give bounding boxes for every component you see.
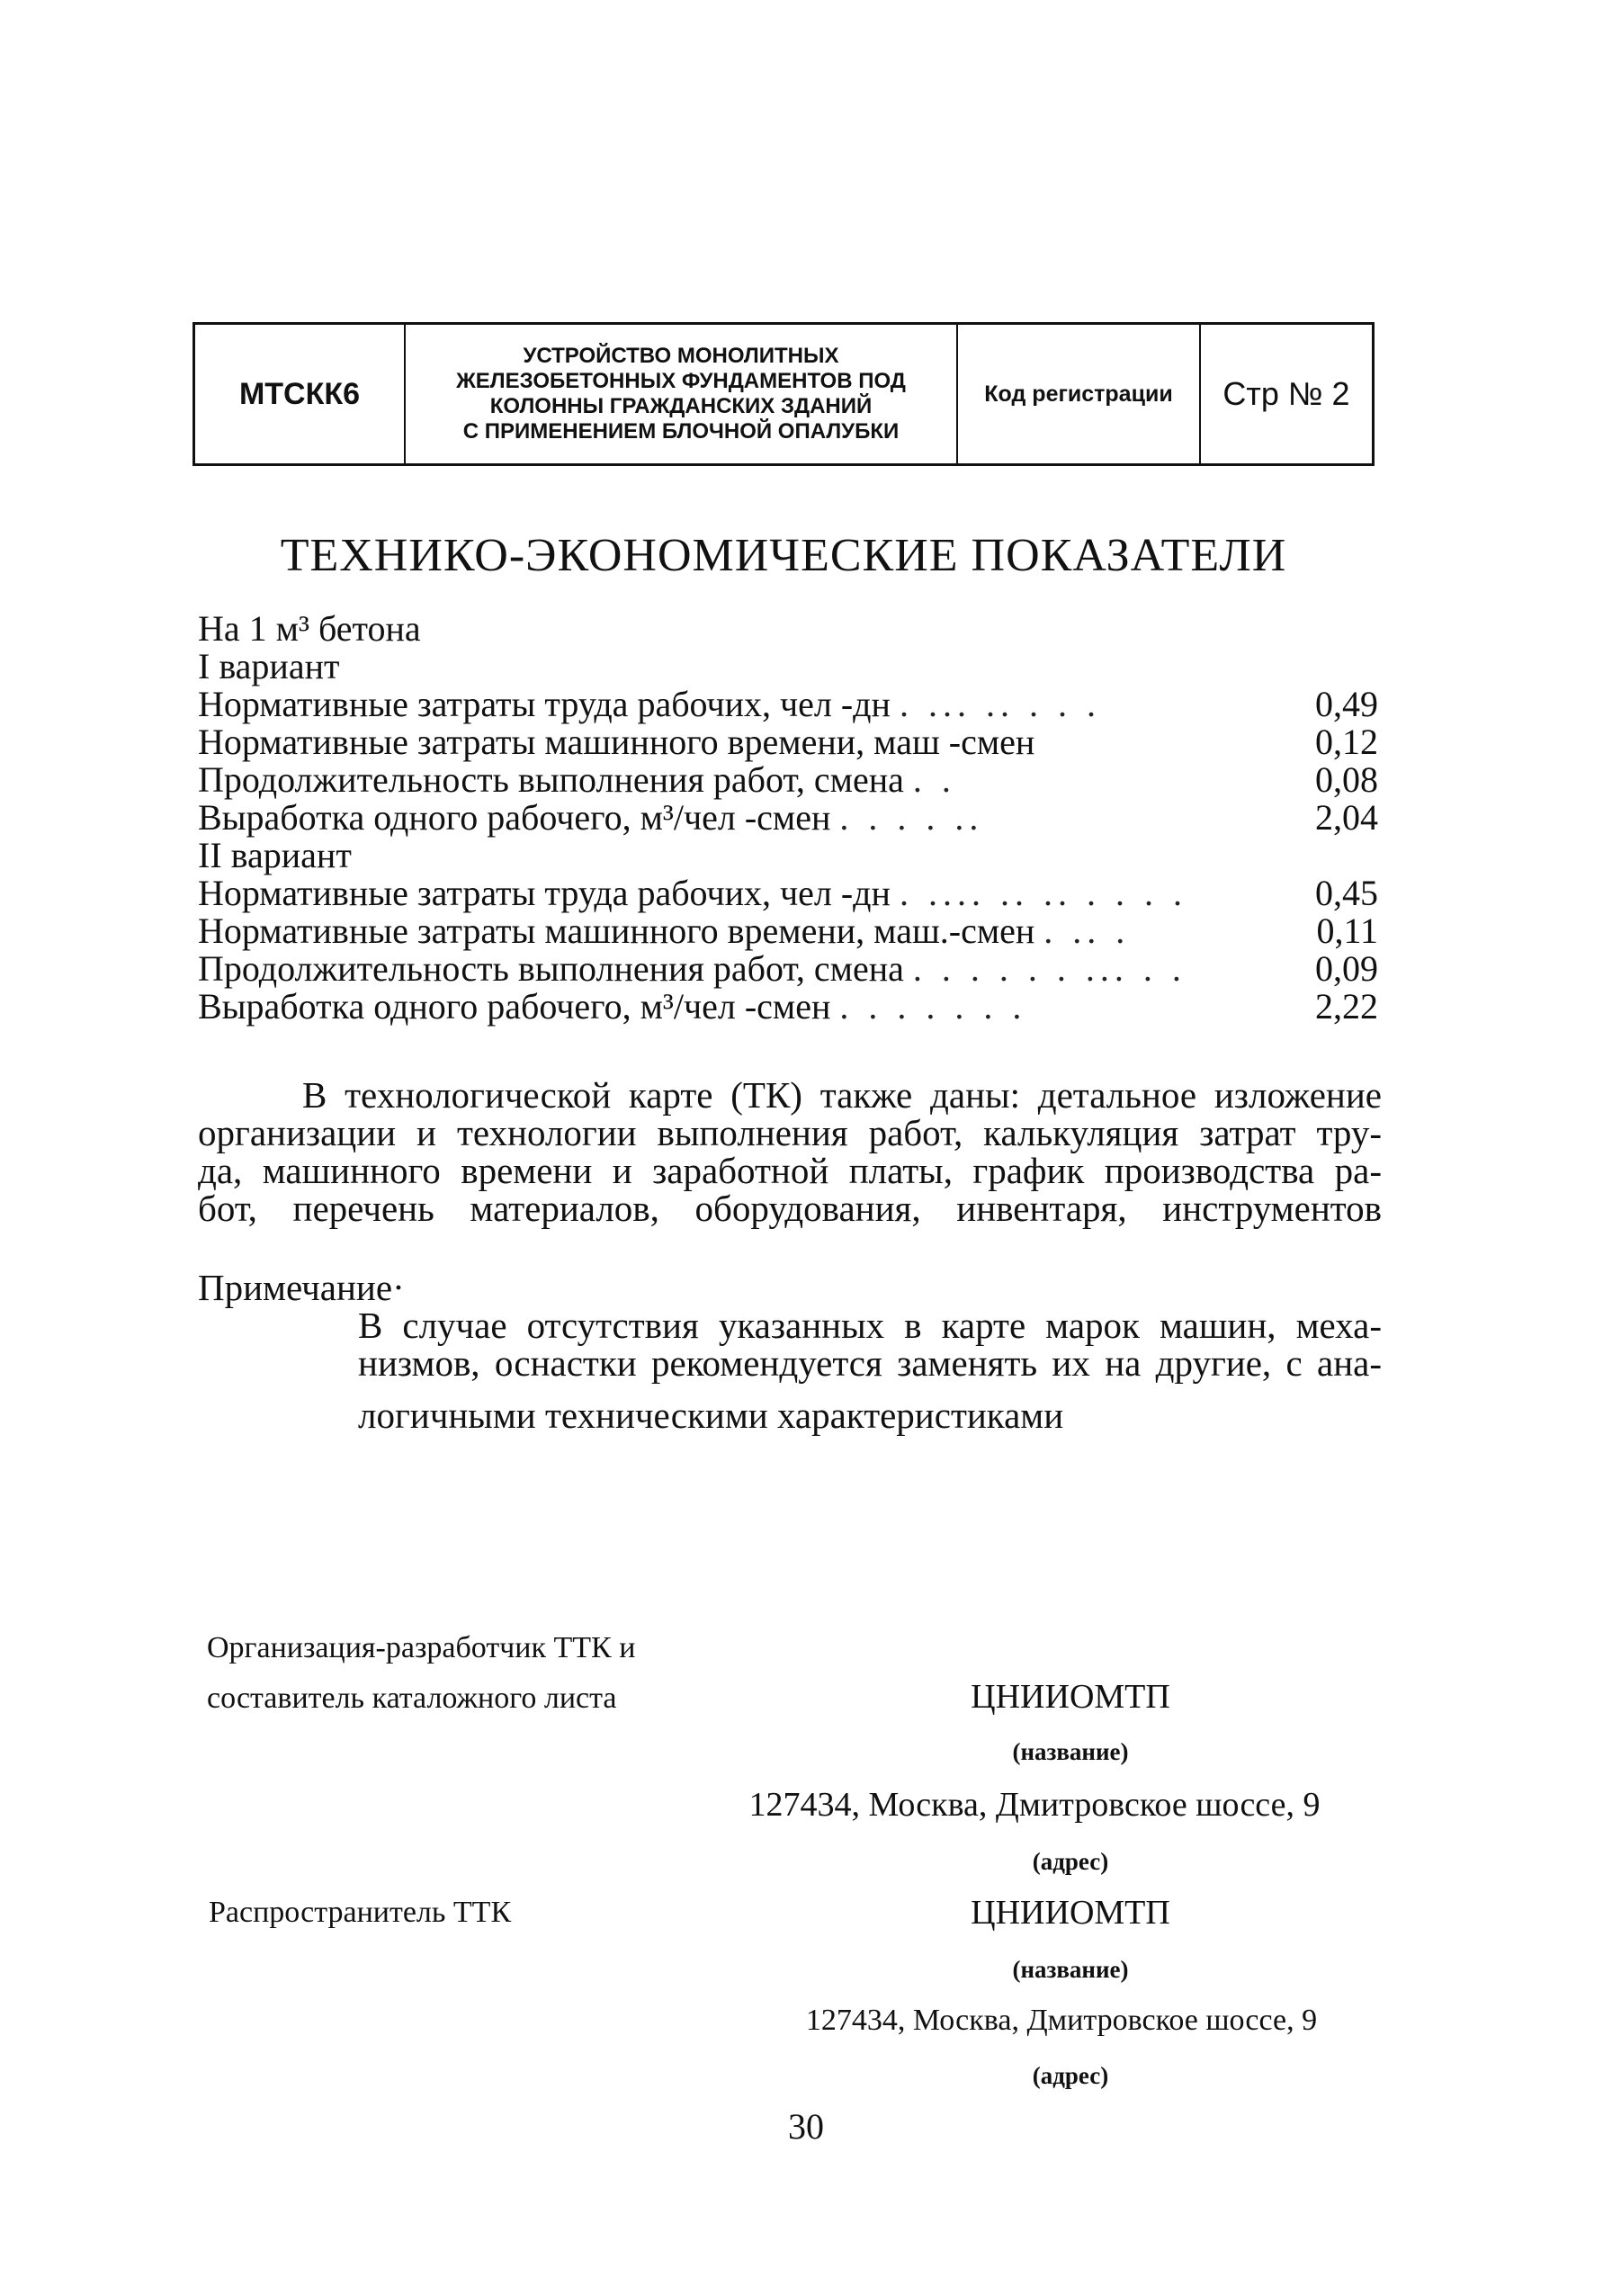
note-line: низмов, оснастки рекомендуется заменять их на другие, с ана- bbox=[358, 1342, 1382, 1384]
leader-dots: . . . . .. bbox=[839, 799, 984, 837]
indicator-label: Выработка одного рабочего, м³/чел -смен bbox=[198, 797, 831, 838]
distributor-label: Распространитель ТТК bbox=[209, 1896, 512, 1929]
indicator-row bbox=[198, 799, 1378, 837]
distributor-name: ЦНИИОМТП bbox=[971, 1894, 1170, 1932]
paragraph-line: бот, перечень материалов, оборудования, инвентаря, инструментов bbox=[198, 1188, 1382, 1229]
per-unit-label: На 1 м³ бетона bbox=[198, 608, 421, 649]
indicator-row bbox=[198, 912, 1378, 950]
page-number: 30 bbox=[788, 2106, 824, 2147]
indicator-label: Продолжительность выполнения работ, смена bbox=[198, 759, 904, 800]
developer-address: 127434, Москва, Дмитровское шоссе, 9 bbox=[748, 1786, 1321, 1824]
indicator-value: 2,04 bbox=[1315, 797, 1378, 838]
indicator-row bbox=[198, 723, 1378, 761]
indicator-value: 2,22 bbox=[1315, 986, 1378, 1027]
indicator-label: Нормативные затраты труда рабочих, чел -дн bbox=[198, 873, 891, 913]
indicator-label: Нормативные затраты машинного времени, маш.-смен bbox=[198, 910, 1035, 951]
indicator-row bbox=[198, 761, 1378, 799]
leader-dots: . .. . bbox=[1043, 912, 1131, 950]
name-caption: (название) bbox=[1012, 1956, 1129, 1983]
leader-dots bbox=[1043, 723, 1306, 761]
address-caption: (адрес) bbox=[1032, 1848, 1109, 1875]
developer-label: составитель каталожного листа bbox=[207, 1682, 617, 1715]
indicator-label: Нормативные затраты труда рабочих, чел -дн bbox=[198, 684, 891, 724]
paragraph-line: да, машинного времени и заработной платы, график производства ра- bbox=[198, 1150, 1382, 1191]
name-caption: (название) bbox=[1012, 1738, 1129, 1765]
title-line: КОЛОННЫ ГРАЖДАНСКИХ ЗДАНИЙ bbox=[489, 394, 873, 418]
variant-2-label: II вариант bbox=[198, 835, 352, 875]
page-title: ТЕХНИКО-ЭКОНОМИЧЕСКИЕ ПОКАЗАТЕЛИ bbox=[280, 530, 1287, 581]
indicator-value: 0,49 bbox=[1315, 684, 1378, 724]
indicator-value: 0,45 bbox=[1315, 873, 1378, 913]
indicator-label: Выработка одного рабочего, м³/чел -смен bbox=[198, 986, 831, 1027]
title-line: С ПРИМЕНЕНИЕМ БЛОЧНОЙ ОПАЛУБКИ bbox=[462, 419, 900, 444]
leader-dots: . .... .. .. . . . . bbox=[899, 874, 1187, 912]
note-line: логичными техническими характеристиками bbox=[358, 1395, 1064, 1436]
indicator-row bbox=[198, 874, 1378, 912]
indicator-row bbox=[198, 950, 1378, 988]
leader-dots: . . . . . . ... . . bbox=[912, 950, 1187, 988]
indicator-value: 0,12 bbox=[1315, 722, 1378, 762]
indicator-value: 0,08 bbox=[1315, 759, 1378, 800]
indicator-row bbox=[198, 988, 1378, 1026]
note-label: Примечание· bbox=[198, 1267, 405, 1308]
indicator-row bbox=[198, 686, 1378, 723]
developer-label: Организация-разработчик ТТК и bbox=[207, 1631, 636, 1664]
indicator-value: 0,11 bbox=[1316, 910, 1378, 951]
header-table bbox=[193, 322, 1375, 466]
distributor-address: 127434, Москва, Дмитровское шоссе, 9 bbox=[805, 2004, 1318, 2037]
paragraph-line: В технологической карте (ТК) также даны: детальное изложение bbox=[302, 1074, 1382, 1116]
document-title bbox=[406, 325, 958, 463]
paragraph-line: организации и технологии выполнения работ, калькуляция затрат тру- bbox=[198, 1112, 1382, 1153]
page-label: Стр № 2 bbox=[1222, 375, 1350, 412]
address-caption: (адрес) bbox=[1032, 2062, 1109, 2089]
note-line: В случае отсутствия указанных в карте марок машин, меха- bbox=[358, 1305, 1382, 1346]
description-paragraph bbox=[198, 1076, 1382, 1227]
indicator-value: 0,09 bbox=[1315, 948, 1378, 989]
note-text bbox=[358, 1306, 1382, 1382]
leader-dots: . . bbox=[912, 761, 956, 799]
leader-dots: . . . . . . . bbox=[839, 988, 1027, 1026]
developer-name: ЦНИИОМТП bbox=[971, 1678, 1170, 1716]
registration-code-label: Код регистрации bbox=[958, 325, 1201, 463]
leader-dots: . ... .. . . . bbox=[899, 686, 1101, 723]
indicator-label: Продолжительность выполнения работ, смена bbox=[198, 948, 904, 989]
variant-1-label: I вариант bbox=[198, 646, 340, 686]
indicator-label: Нормативные затраты машинного времени, маш -смен bbox=[198, 722, 1035, 762]
title-line: ЖЕЛЕЗОБЕТОННЫХ ФУНДАМЕНТОВ ПОД bbox=[456, 369, 906, 393]
document-code: МТСКК6 bbox=[195, 325, 406, 463]
title-line: УСТРОЙСТВО МОНОЛИТНЫХ bbox=[523, 344, 839, 368]
